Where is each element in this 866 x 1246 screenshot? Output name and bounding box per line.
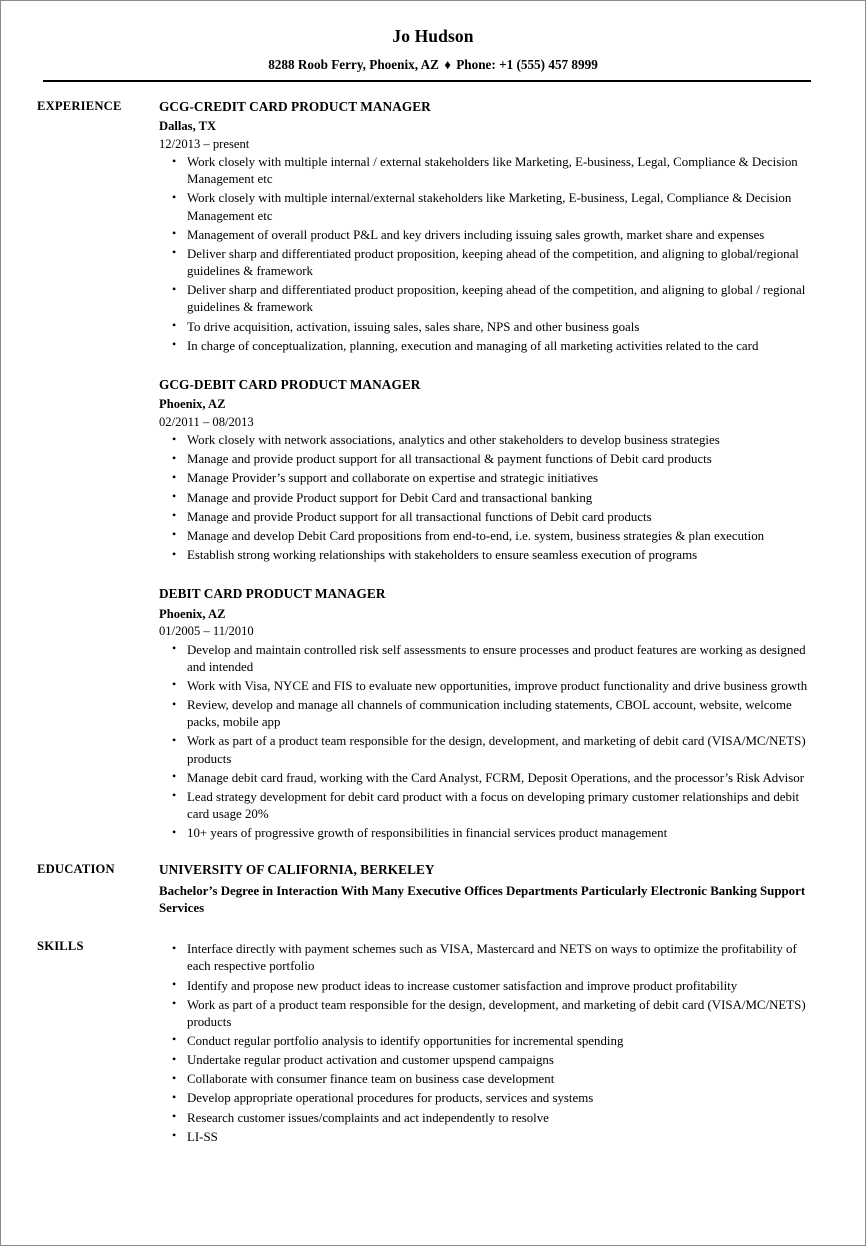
- header-divider-rule: [43, 80, 811, 82]
- section-label-education: EDUCATION: [37, 862, 115, 877]
- candidate-phone: Phone: +1 (555) 457 8999: [456, 57, 598, 73]
- list-item: • Develop appropriate operational procedures for products, services and systems: [159, 1090, 817, 1107]
- job-title: GCG-CREDIT CARD PRODUCT MANAGER: [159, 98, 431, 114]
- skills-list: [159, 941, 817, 1146]
- job-dates: 01/2005 – 11/2010: [159, 624, 254, 639]
- list-item: • Identify and propose new product ideas to increase customer satisfaction and improve product profitability: [159, 978, 817, 995]
- list-item: • In charge of conceptualization, planning, execution and managing of all marketing activities related to the card: [159, 338, 817, 355]
- list-item: • Management of overall product P&L and key drivers including issuing sales growth, market share and expenses: [159, 227, 817, 244]
- list-item: • Collaborate with consumer finance team on business case development: [159, 1071, 817, 1088]
- section-label-skills: SKILLS: [37, 939, 84, 954]
- education-section: [1, 862, 865, 917]
- list-item: • Work as part of a product team responsible for the design, development, and marketing of debit card (VISA/MC/NETS) products: [159, 997, 817, 1031]
- list-item: • Manage and provide Product support for all transactional functions of Debit card products: [159, 509, 817, 526]
- list-item: • Undertake regular product activation and customer upspend campaigns: [159, 1052, 817, 1069]
- list-item: • Work closely with multiple internal/external stakeholders like Marketing, E-business, Legal, Compliance & Decision Management etc: [159, 190, 817, 224]
- list-item: • Work closely with multiple internal / external stakeholders like Marketing, E-business, Legal, Compliance & Decision Management etc: [159, 154, 817, 188]
- resume-content: [1, 1, 865, 1245]
- list-item: • Work with Visa, NYCE and FIS to evaluate new opportunities, improve product functionality and drive business growth: [159, 678, 817, 695]
- candidate-address: 8288 Roob Ferry, Phoenix, AZ: [268, 57, 439, 73]
- list-item: • Manage and develop Debit Card propositions from end-to-end, i.e. system, business strategies & plan execution: [159, 528, 817, 545]
- experience-section: [1, 99, 865, 843]
- list-item: • Research customer issues/complaints and act independently to resolve: [159, 1110, 817, 1127]
- job-dates: 12/2013 – present: [159, 136, 250, 151]
- list-item: • 10+ years of progressive growth of responsibilities in financial services product management: [159, 825, 817, 842]
- education-school: UNIVERSITY OF CALIFORNIA, BERKELEY: [159, 862, 435, 878]
- job-entry: [159, 377, 817, 564]
- job-location: Phoenix, AZ: [159, 606, 226, 621]
- list-item: • Manage debit card fraud, working with the Card Analyst, FCRM, Deposit Operations, and the processor’s Risk Advisor: [159, 770, 817, 787]
- list-item: • Manage Provider’s support and collaborate on expertise and strategic initiatives: [159, 470, 817, 487]
- job-responsibility-list: [159, 432, 817, 564]
- list-item: • Develop and maintain controlled risk self assessments to ensure processes and product features are working as designed and intended: [159, 642, 817, 676]
- job-responsibility-list: [159, 154, 817, 355]
- list-item: • Lead strategy development for debit card product with a focus on developing primary customer relationships and debit card usage 20%: [159, 789, 817, 823]
- section-label-experience: EXPERIENCE: [37, 98, 122, 113]
- candidate-contact-line: [1, 58, 865, 73]
- resume-header: [1, 1, 865, 82]
- job-title: DEBIT CARD PRODUCT MANAGER: [159, 586, 386, 602]
- job-entry: [159, 99, 817, 355]
- job-title: GCG-DEBIT CARD PRODUCT MANAGER: [159, 376, 421, 392]
- experience-body: [159, 99, 865, 843]
- education-body: [159, 862, 865, 917]
- list-item: • Work as part of a product team responsible for the design, development, and marketing of debit card (VISA/MC/NETS) products: [159, 733, 817, 767]
- list-item: • Manage and provide product support for all transactional & payment functions of Debit card products: [159, 451, 817, 468]
- diamond-separator-icon: ♦: [444, 57, 451, 73]
- list-item: • Establish strong working relationships with stakeholders to ensure seamless execution of programs: [159, 547, 817, 564]
- list-item: • Work closely with network associations, analytics and other stakeholders to develop business strategies: [159, 432, 817, 449]
- job-dates: 02/2011 – 08/2013: [159, 414, 254, 429]
- candidate-name: Jo Hudson: [392, 26, 474, 46]
- list-item: • Deliver sharp and differentiated product proposition, keeping ahead of the competition, and aligning to global/regional guidelines & framework: [159, 246, 817, 280]
- job-responsibility-list: [159, 642, 817, 843]
- list-item: • Deliver sharp and differentiated product proposition, keeping ahead of the competition, and aligning to global / regional guidelines & framework: [159, 282, 817, 316]
- skills-body: [159, 939, 865, 1146]
- list-item: • Interface directly with payment schemes such as VISA, Mastercard and NETS on ways to optimize the profitability of each respective portfolio: [159, 941, 817, 975]
- list-item: • LI-SS: [159, 1129, 817, 1146]
- list-item: • Review, develop and manage all channels of communication including statements, CBOL account, website, welcome packs, mobile app: [159, 697, 817, 731]
- education-degree: Bachelor’s Degree in Interaction With Many Executive Offices Departments Particularly Electronic Banking Support Services: [159, 883, 806, 916]
- job-location: Phoenix, AZ: [159, 397, 226, 412]
- list-item: • Manage and provide Product support for Debit Card and transactional banking: [159, 490, 817, 507]
- job-location: Dallas, TX: [159, 119, 217, 134]
- list-item: • To drive acquisition, activation, issuing sales, sales share, NPS and other business goals: [159, 319, 817, 336]
- skills-section: [1, 939, 865, 1146]
- list-item: • Conduct regular portfolio analysis to identify opportunities for incremental spending: [159, 1033, 817, 1050]
- job-entry: [159, 586, 817, 842]
